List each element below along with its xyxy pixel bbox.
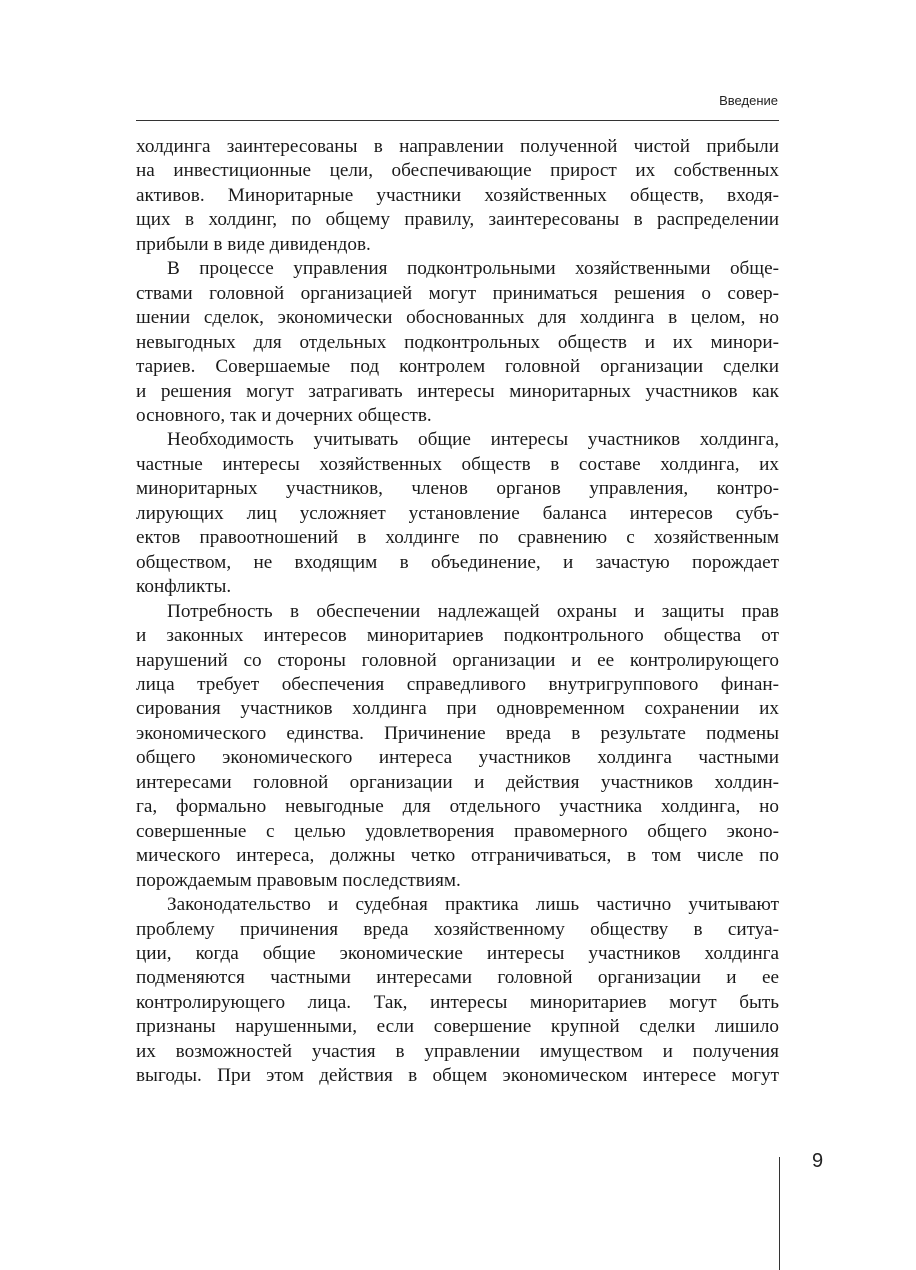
folio-rule bbox=[779, 1157, 780, 1270]
text-line: нарушений со стороны головной организации и ее контролирующего bbox=[136, 649, 779, 671]
text-line: и законных интересов миноритариев подконтрольного общества от bbox=[136, 625, 779, 647]
paragraph bbox=[136, 428, 779, 599]
text-line: проблему причинения вреда хозяйственному обществу в ситуа- bbox=[136, 918, 779, 940]
text-line: их возможностей участия в управлении имуществом и получения bbox=[136, 1040, 779, 1062]
paragraph bbox=[136, 257, 779, 428]
header-rule bbox=[136, 120, 779, 121]
text-line: Законодательство и судебная практика лишь частично учитывают bbox=[167, 894, 779, 916]
text-line: контролирующего лица. Так, интересы миноритариев могут быть bbox=[136, 991, 779, 1013]
text-line: ектов правоотношений в холдинге по сравнению с хозяйственным bbox=[136, 527, 779, 549]
text-line: основного, так и дочерних обществ. bbox=[136, 404, 432, 426]
text-line: холдинга заинтересованы в направлении полученной чистой прибыли bbox=[136, 136, 779, 157]
text-line: экономического единства. Причинение вреда в результате подмены bbox=[136, 722, 779, 744]
text-line: лирующих лиц усложняет установление баланса интересов субъ- bbox=[136, 502, 779, 524]
text-line: шении сделок, экономически обоснованных для холдинга в целом, но bbox=[136, 307, 779, 329]
running-head: Введение bbox=[719, 93, 778, 108]
text-line: Потребность в обеспечении надлежащей охраны и защиты прав bbox=[167, 600, 779, 622]
paragraph bbox=[136, 135, 779, 257]
text-line: тариев. Совершаемые под контролем головной организации сделки bbox=[136, 356, 779, 378]
text-line: В процессе управления подконтрольными хозяйственными обще- bbox=[167, 258, 779, 280]
text-line: га, формально невыгодные для отдельного участника холдинга, но bbox=[136, 796, 779, 818]
text-line: обществом, не входящим в объединение, и зачастую порождает bbox=[136, 551, 779, 573]
paragraph bbox=[136, 600, 779, 893]
text-line: невыгодных для отдельных подконтрольных обществ и их минори- bbox=[136, 331, 779, 353]
text-line: подменяются частными интересами головной организации и ее bbox=[136, 967, 779, 989]
text-line: мического интереса, должны четко отграничиваться, в том числе по bbox=[136, 845, 779, 867]
text-line: миноритарных участников, членов органов управления, контро- bbox=[136, 478, 779, 500]
paragraph bbox=[136, 893, 779, 1089]
text-line: ствами головной организацией могут приниматься решения о совер- bbox=[136, 282, 779, 304]
text-line: щих в холдинг, по общему правилу, заинтересованы в распределении bbox=[136, 209, 779, 231]
body-text bbox=[136, 135, 779, 1089]
text-line: выгоды. При этом действия в общем экономическом интересе могут bbox=[136, 1065, 779, 1087]
text-line: интересами головной организации и действия участников холдин- bbox=[136, 771, 779, 793]
text-line: признаны нарушенными, если совершение крупной сделки лишило bbox=[136, 1016, 779, 1038]
text-line: прибыли в виде дивидендов. bbox=[136, 233, 371, 255]
text-line: конфликты. bbox=[136, 576, 232, 598]
text-line: совершенные с целью удовлетворения правомерного общего эконо- bbox=[136, 820, 779, 842]
text-line: лица требует обеспечения справедливого внутригруппового финан- bbox=[136, 673, 779, 695]
text-line: частные интересы хозяйственных обществ в составе холдинга, их bbox=[136, 453, 779, 475]
text-line: порождаемым правовым последствиям. bbox=[136, 869, 461, 891]
text-line: ции, когда общие экономические интересы участников холдинга bbox=[136, 942, 779, 964]
page-number: 9 bbox=[812, 1150, 824, 1172]
text-line: общего экономического интереса участников холдинга частными bbox=[136, 747, 779, 769]
text-line: и решения могут затрагивать интересы миноритарных участников как bbox=[136, 380, 779, 402]
text-line: Необходимость учитывать общие интересы участников холдинга, bbox=[167, 429, 779, 451]
text-line: на инвестиционные цели, обеспечивающие прирост их собственных bbox=[136, 160, 779, 182]
text-line: сирования участников холдинга при одновременном сохранении их bbox=[136, 698, 779, 720]
text-line: активов. Миноритарные участники хозяйственных обществ, входя- bbox=[136, 184, 779, 206]
